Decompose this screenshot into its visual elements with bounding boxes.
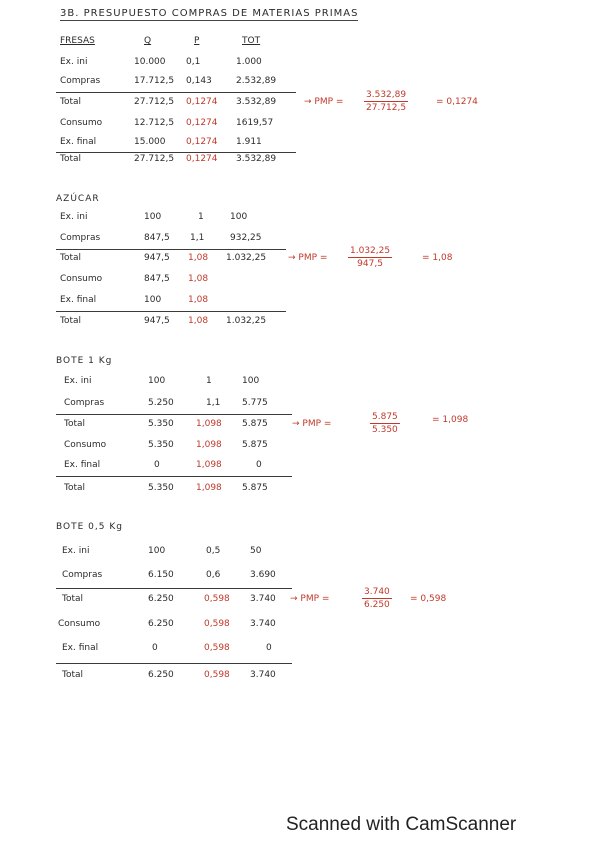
table-row: Total 947,5 1,08 1.032,25 <box>60 316 267 326</box>
table-row: Consumo 6.250 0,598 3.740 <box>58 619 276 629</box>
pmp-fraction: $\frac{5.875}{5.350}$ <box>372 412 398 435</box>
scanner-watermark: Scanned with CamScanner <box>286 814 517 835</box>
divider <box>56 92 296 93</box>
table-row: Total 5.350 1,098 5.875 <box>64 483 268 493</box>
table-row: Consumo 847,5 1,08 <box>60 274 209 284</box>
table-row: Total 5.350 1,098 5.875 <box>64 419 268 429</box>
table-row: Total 6.250 0,598 3.740 <box>62 670 276 680</box>
divider <box>56 476 292 477</box>
divider <box>56 588 292 589</box>
table-row: Total 947,5 1,08 1.032,25 <box>60 253 267 263</box>
table-row: Consumo 5.350 1,098 5.875 <box>64 440 268 450</box>
header-q: Q <box>144 36 152 46</box>
table-row: Ex. ini 10.000 0,1 1.000 <box>60 57 262 67</box>
table-row: Ex. final 15.000 0,1274 1.911 <box>60 137 262 147</box>
table-row: Ex. ini 100 1 100 <box>64 376 260 386</box>
table-row: Compras 17.712,5 0,143 2.532,89 <box>60 76 277 86</box>
table-header <box>56 36 306 54</box>
divider <box>56 414 292 415</box>
table-row: Ex. final 0 1,098 0 <box>64 460 262 470</box>
divider <box>56 152 296 153</box>
page-title: 3B. PRESUPUESTO COMPRAS DE MATERIAS PRIMAS <box>60 8 359 19</box>
table-row: Consumo 12.712,5 0,1274 1619,57 <box>60 118 274 128</box>
section-title: AZÚCAR <box>56 194 100 204</box>
divider <box>56 311 286 312</box>
scanned-page: 3B. PRESUPUESTO COMPRAS DE MATERIAS PRIMAS FRESAS Q P TOT Ex. ini 10.000 0,1 1.000 Compras 17.712,5 0,143 2.532,89 Total 27.712,5 0,1274 3.532,89 Consumo 12.712,5 0,1274 1619,57 Ex. final 15.000 0,1274 1.911 Total 27.712,5 0,1274 3.532,89 → PMP = $\frac{3.532,89}{27.712,5}$ = 0,1274 AZÚCAR Ex. ini 100 1 100 Compras 847,5 1,1 932,25 Total 947,5 1,08 1.032,25 Consumo 847,5 1,08 Ex. final 100 1,08 Total 947,5 1,08 1.032,25 → PMP = $\frac{1.032,25}{947,5}$ = 1,08 BOTE 1 Kg Ex. ini 100 1 100 Compras 5.250 1,1 5.775 Total 5.350 1,098 5.875 Consumo 5.350 1,098 5.875 Ex. final 0 1,098 0 Total 5.350 1,098 5.875 → PMP = $\frac{5.875}{5.350}$ = 1,098 BOTE 0,5 Kg Ex. ini 100 0,5 50 Compras 6.150 0,6 3.690 Total 6.250 0,598 3.740 Consumo 6.250 0,598 3.740 Ex. final 0 0,598 0 Total 6.250 0,598 3.740 → PMP = $\frac{3.740}{6.250}$ = 0,598 Scanned with CamScanner <box>56 8 517 835</box>
table-row: Total 27.712,5 0,1274 3.532,89 <box>60 97 277 107</box>
section-title: BOTE 0,5 Kg <box>56 522 123 532</box>
table-row: Compras 847,5 1,1 932,25 <box>60 233 262 243</box>
header-tot: TOT <box>242 36 261 46</box>
section-title: FRESAS <box>60 36 95 46</box>
table-row: Total 27.712,5 0,1274 3.532,89 <box>60 154 277 164</box>
table-row: Ex. ini 100 0,5 50 <box>62 546 262 556</box>
section-title: BOTE 1 Kg <box>56 356 113 366</box>
table-row: Ex. final 0 0,598 0 <box>62 643 272 653</box>
table-row: Compras 5.250 1,1 5.775 <box>64 398 268 408</box>
pmp-fraction: $\frac{3.532,89}{27.712,5}$ <box>366 90 407 113</box>
table-row: Ex. final 100 1,08 <box>60 295 209 305</box>
table-row: Total 6.250 0,598 3.740 <box>62 594 276 604</box>
pmp-fraction: $\frac{3.740}{6.250}$ <box>364 587 390 610</box>
divider <box>56 663 292 664</box>
table-row: Compras 6.150 0,6 3.690 <box>62 570 276 580</box>
header-p: P <box>194 36 200 46</box>
pmp-fraction: $\frac{1.032,25}{947,5}$ <box>350 246 391 269</box>
table-row: Ex. ini 100 1 100 <box>60 212 248 222</box>
divider <box>56 249 286 250</box>
